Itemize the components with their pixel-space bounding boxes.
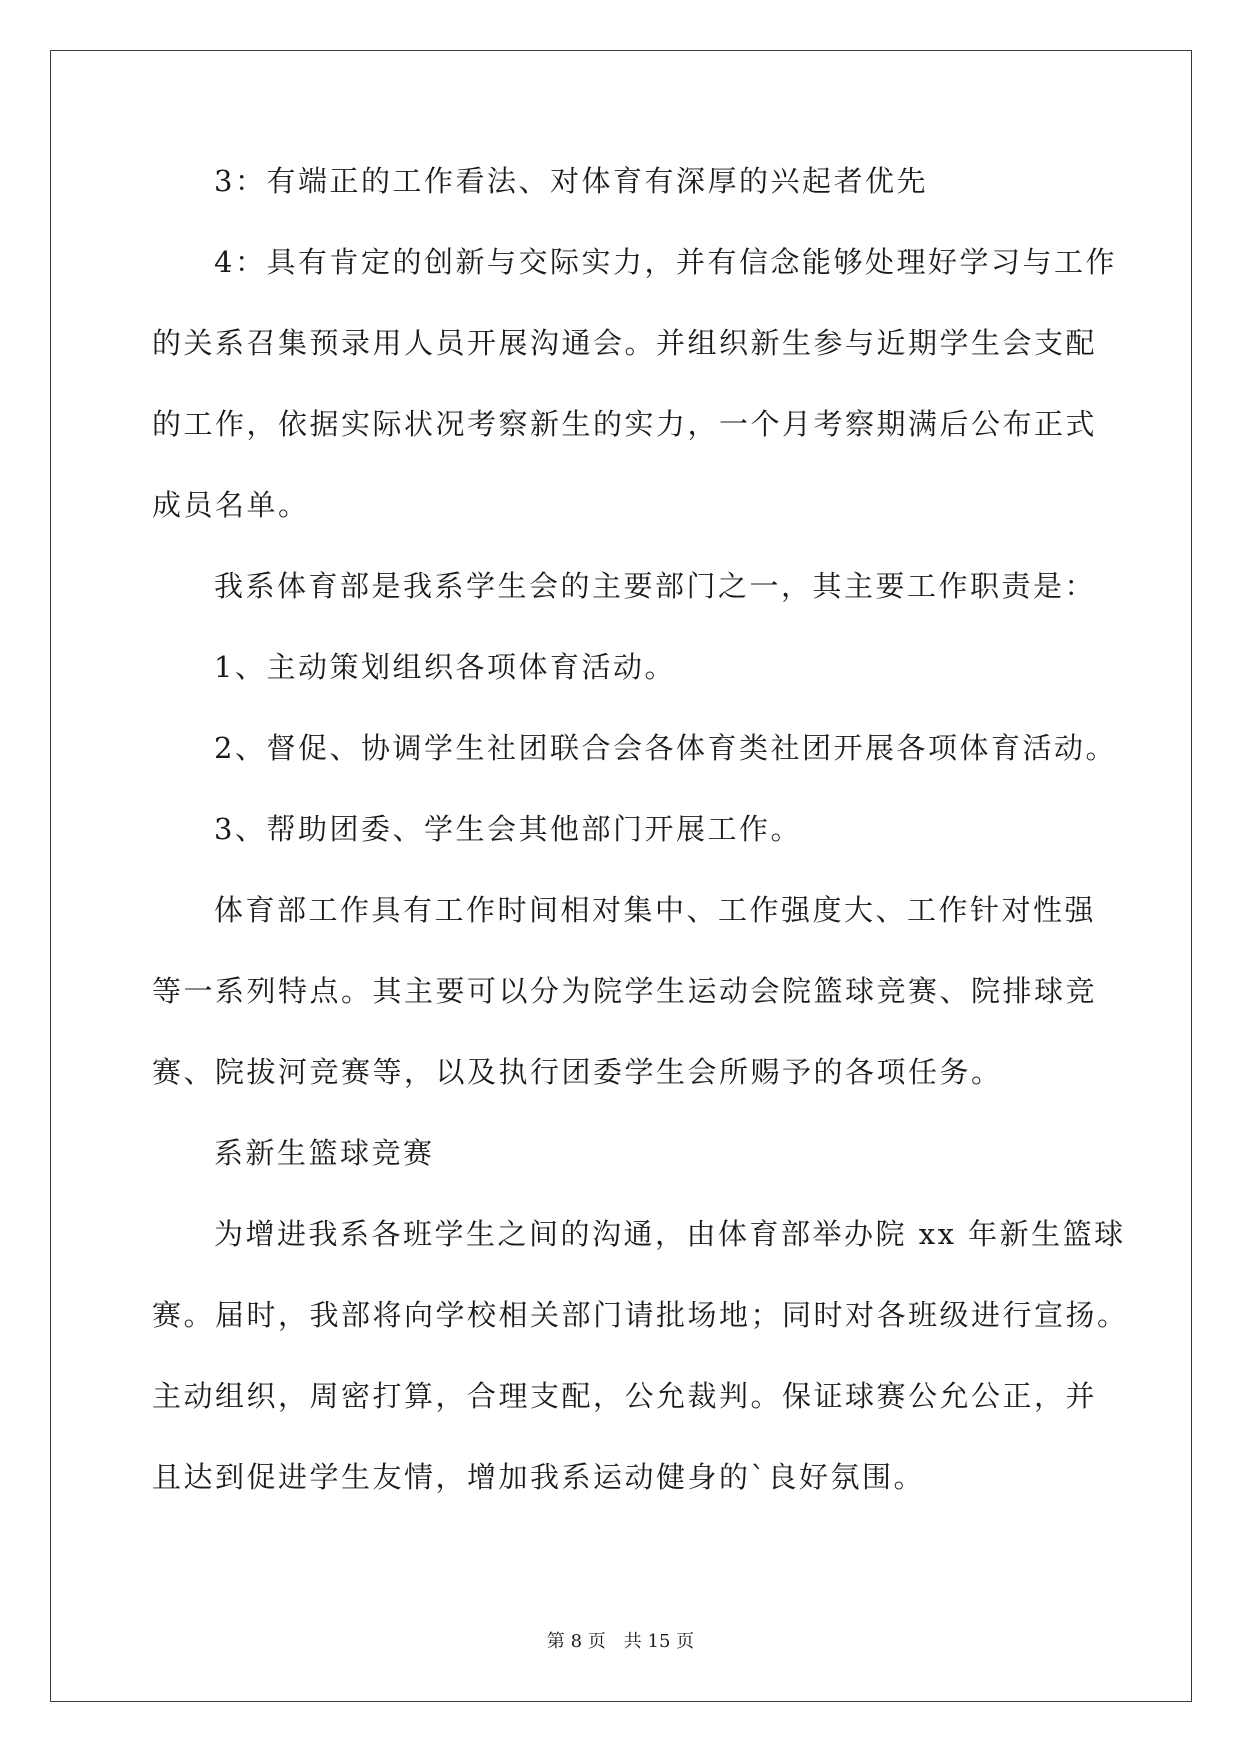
paragraph-line: 且达到促进学生友情，增加我系运动健身的`良好氛围。 [152, 1460, 926, 1494]
page-border [50, 50, 1192, 1702]
paragraph-line: 2、督促、协调学生社团联合会各体育类社团开展各项体育活动。 [214, 731, 1117, 765]
paragraph-line: 3、帮助团委、学生会其他部门开展工作。 [214, 812, 802, 846]
paragraph-line: 的工作，依据实际状况考察新生的实力，一个月考察期满后公布正式 [152, 407, 1098, 441]
paragraph-line: 3：有端正的工作看法、对体育有深厚的兴起者优先 [214, 164, 928, 198]
paragraph-line: 等一系列特点。其主要可以分为院学生运动会院篮球竞赛、院排球竞 [152, 974, 1098, 1008]
paragraph-line: 主动组织，周密打算，合理支配，公允裁判。保证球赛公允公正，并 [152, 1379, 1098, 1413]
page-number: 第 8 页 共 15 页 [546, 1631, 695, 1652]
paragraph-line: 成员名单。 [152, 488, 310, 522]
paragraph-line: 1、主动策划组织各项体育活动。 [214, 650, 676, 684]
section-heading: 系新生篮球竞赛 [214, 1136, 435, 1170]
paragraph-line: 赛。届时，我部将向学校相关部门请批场地；同时对各班级进行宣扬。 [152, 1298, 1129, 1332]
paragraph-line: 赛、院拔河竞赛等，以及执行团委学生会所赐予的各项任务。 [152, 1055, 1003, 1089]
paragraph-line: 我系体育部是我系学生会的主要部门之一，其主要工作职责是： [214, 569, 1097, 603]
paragraph-line: 4：具有肯定的创新与交际实力，并有信念能够处理好学习与工作 [214, 245, 1117, 279]
paragraph-line: 的关系召集预录用人员开展沟通会。并组织新生参与近期学生会支配 [152, 326, 1098, 360]
paragraph-line: 体育部工作具有工作时间相对集中、工作强度大、工作针对性强 [214, 893, 1097, 927]
paragraph-line: 为增进我系各班学生之间的沟通，由体育部举办院 xx 年新生篮球 [214, 1217, 1126, 1251]
